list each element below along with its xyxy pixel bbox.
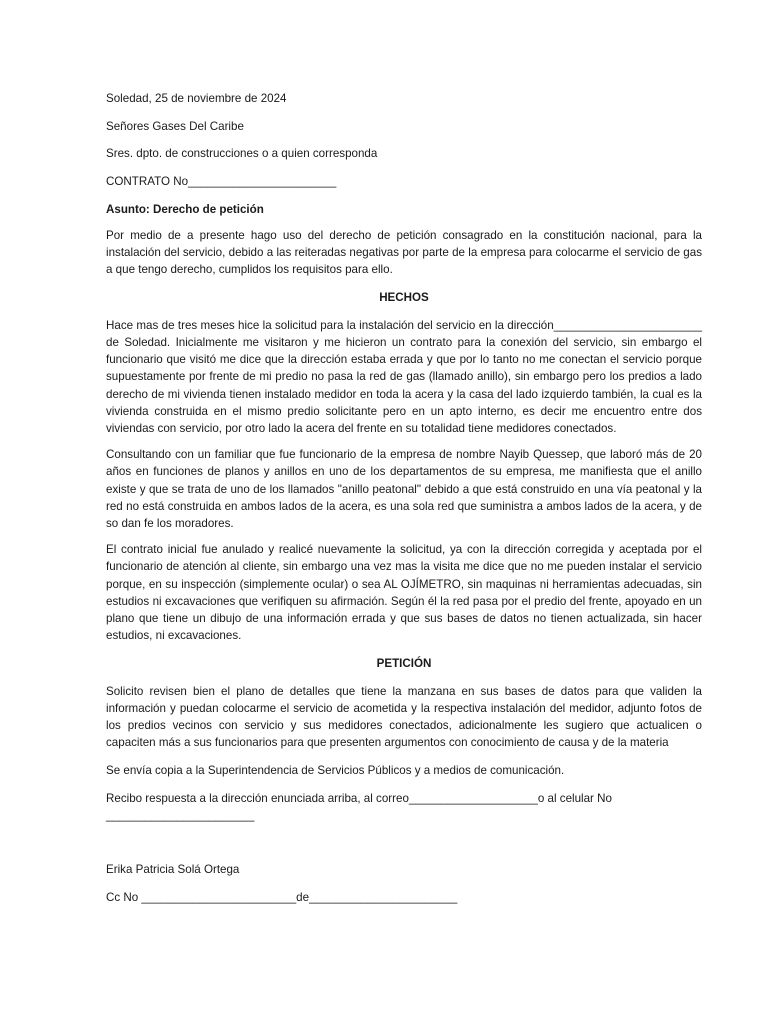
id-line: Cc No ________________________de_______________________ [106, 890, 458, 904]
facts-paragraph-2: Consultando con un familiar que fue funcionario de la empresa de nombre Nayib Quessep, que laboró más de 20 años en funciones de planos y anillos en uno de los departamentos de su empresa, me manifiesta que el anillo existe y que se trata de uno de los llamados "anillo peatonal" debido a que está construido en una vía peatonal y la red no está construida en ambos lados de la acera, es una sola red que suministra a ambos lados de la acera, y de so dan fe los moradores. [106, 448, 702, 531]
facts-paragraph-3: El contrato inicial fue anulado y realicé nuevamente la solicitud, ya con la dirección corregida y aceptada por el funcionario de atención al cliente, sin embargo una vez mas la visita me dice que no me pueden instalar el servicio porque, en su inspección (simplemente ocular) o sea AL OJÍMETRO, sin maquinas ni herramientas adecuadas, sin estudios ni excavaciones que verifiquen su afirmación. Según él la red pasa por el predio del frente, apoyado en un plano que tiene un dibujo de una información errada y que sus bases de datos no tienen actualizada, sin hacer estudios, ni excavaciones. [106, 543, 702, 643]
copy-note: Se envía copia a la Superintendencia de Servicios Públicos y a medios de comunicación. [106, 764, 565, 777]
facts-paragraph-1: Hace mas de tres meses hice la solicitud para la instalación del servicio en la dirección_______________________ de Soledad. Inicialmente me visitaron y me hicieron un contrato para la conexión del servicio, sin embargo el funcionario que visitó me dice que la dirección estaba errada y que por lo tanto no me conectan el servicio porque supuestamente por frente de mi predio no pasa la red de gas (llamado anillo), sin embargo pero los predios a lado derecho de mi vivienda tienen instalado medidor en toda la acera y la casa del lado izquierdo también, la cual es la vivienda construida en el mismo predio solicitante pero en un apto interno, es decir me encuentro entre dos viviendas con servicio, por otro lado la acera del frente en su totalidad tiene medidores conectados. [106, 318, 702, 436]
petition-paragraph: Solicito revisen bien el plano de detalles que tiene la manzana en sus bases de datos para que validen la información y puedan colocarme el servicio de acometida y la respectiva instalación del medidor, adjunto fotos de los predios vecinos con servicio y sus medidores conectados, adicionalmente les sugiero que actualicen o capaciten más a sus funcionarios para que presenten argumentos con conocimiento de causa y de la materia [106, 684, 702, 750]
contract-line: CONTRATO No_______________________ [106, 175, 337, 189]
petition-heading: PETICIÓN [376, 656, 432, 670]
date-line: Soledad, 25 de noviembre de 2024 [106, 92, 287, 105]
reply-note: Recibo respuesta a la dirección enunciada arriba, al correo____________________o al celular No _______________________ [106, 791, 612, 822]
letter-page [106, 90, 702, 906]
signer-name: Erika Patricia Solá Ortega [106, 863, 240, 877]
recipient-line: Señores Gases Del Caribe [106, 119, 244, 133]
facts-heading: HECHOS [379, 291, 429, 305]
subject-line: Asunto: Derecho de petición [106, 202, 264, 216]
intro-paragraph: Por medio de a presente hago uso del derecho de petición consagrado en la constitución nacional, para la instalación del servicio, debido a las reiteradas negativas por parte de la empresa para colocarme el servicio de gas a que tengo derecho, cumplidos los requisitos para ello. [106, 229, 702, 277]
department-line: Sres. dpto. de construcciones o a quien corresponda [106, 147, 378, 161]
